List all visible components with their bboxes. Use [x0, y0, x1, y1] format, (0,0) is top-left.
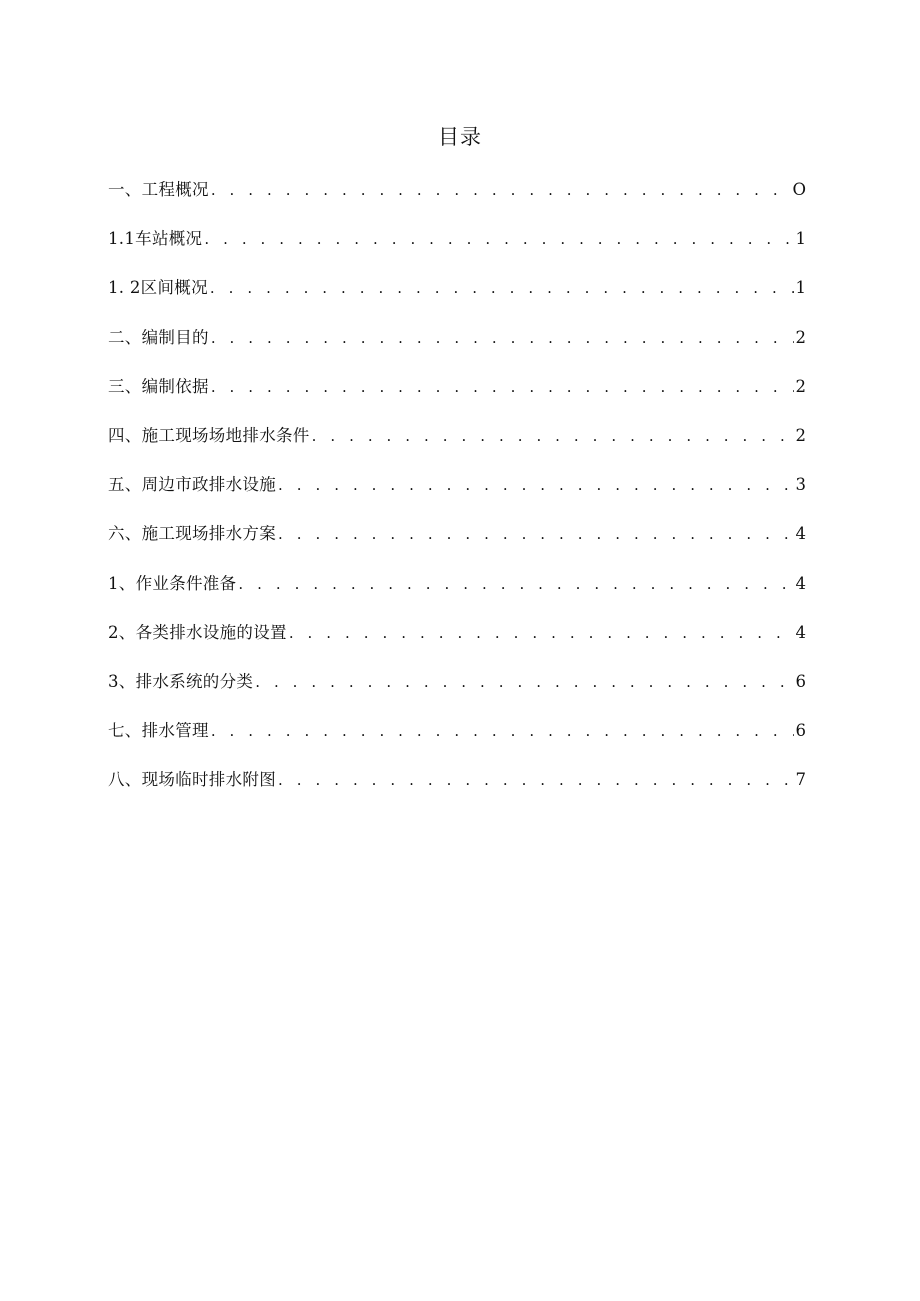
toc-page-number: 6	[795, 721, 806, 741]
toc-dot-leader	[312, 420, 794, 452]
toc-dot-leader	[278, 469, 794, 501]
toc-dot-leader	[289, 617, 794, 649]
toc-page-number: 4	[795, 573, 806, 593]
toc-entry-section-overview[interactable]	[108, 272, 806, 321]
toc-entry-label: 六、施工现场排水方案	[108, 524, 276, 544]
toc-entry-purpose[interactable]	[108, 322, 806, 371]
toc-dot-leader	[255, 666, 793, 698]
toc-dot-leader	[204, 223, 793, 255]
toc-entry-label: 3、排水系统的分类	[108, 671, 254, 691]
toc-dot-leader	[238, 568, 793, 600]
toc-entry-basis[interactable]	[108, 371, 806, 420]
toc-entry-label: 五、周边市政排水设施	[108, 475, 276, 495]
toc-page-number: 2	[795, 327, 806, 347]
toc-entry-drainage-plan[interactable]	[108, 518, 806, 567]
toc-entry-engineering-overview[interactable]	[108, 174, 806, 223]
toc-entry-system-classification[interactable]	[108, 666, 806, 715]
toc-dot-leader	[211, 715, 794, 747]
toc-list	[108, 174, 806, 813]
toc-page-number: 7	[795, 770, 806, 790]
toc-entry-label: 四、施工现场场地排水条件	[108, 425, 310, 445]
toc-entry-facility-setup[interactable]	[108, 617, 806, 666]
toc-entry-label: 七、排水管理	[108, 721, 209, 741]
toc-page-number: 1	[795, 278, 806, 298]
toc-dot-leader	[211, 322, 794, 354]
toc-entry-drainage-management[interactable]	[108, 715, 806, 764]
toc-dot-leader	[210, 272, 794, 304]
toc-dot-leader	[278, 518, 794, 550]
toc-page-number: 6	[795, 671, 806, 691]
toc-page-number: 2	[795, 376, 806, 396]
toc-entry-municipal-drainage[interactable]	[108, 469, 806, 518]
toc-entry-work-preparation[interactable]	[108, 568, 806, 617]
toc-page-number: 3	[795, 475, 806, 495]
toc-entry-label: 八、现场临时排水附图	[108, 770, 276, 790]
toc-entry-station-overview[interactable]	[108, 223, 806, 272]
toc-dot-leader	[211, 371, 794, 403]
toc-page-number: 4	[795, 622, 806, 642]
toc-page-number: O	[792, 180, 806, 199]
toc-dot-leader	[211, 174, 791, 206]
toc-entry-drainage-attachment[interactable]	[108, 764, 806, 813]
toc-page-number: 1	[795, 229, 806, 249]
toc-entry-label: 二、编制目的	[108, 327, 209, 347]
toc-entry-label: 1. 2区间概况	[108, 278, 208, 298]
toc-entry-label: 2、各类排水设施的设置	[108, 622, 287, 642]
toc-entry-label: 1.1车站概况	[108, 229, 203, 249]
toc-entry-label: 三、编制依据	[108, 376, 209, 396]
toc-title: 目录	[438, 125, 482, 149]
toc-entry-site-drainage-conditions[interactable]	[108, 420, 806, 469]
toc-page-number: 2	[795, 425, 806, 445]
toc-entry-label: 1、作业条件准备	[108, 573, 237, 593]
toc-page-number: 4	[795, 524, 806, 544]
toc-dot-leader	[278, 764, 794, 796]
toc-entry-label: 一、工程概况	[108, 180, 209, 199]
